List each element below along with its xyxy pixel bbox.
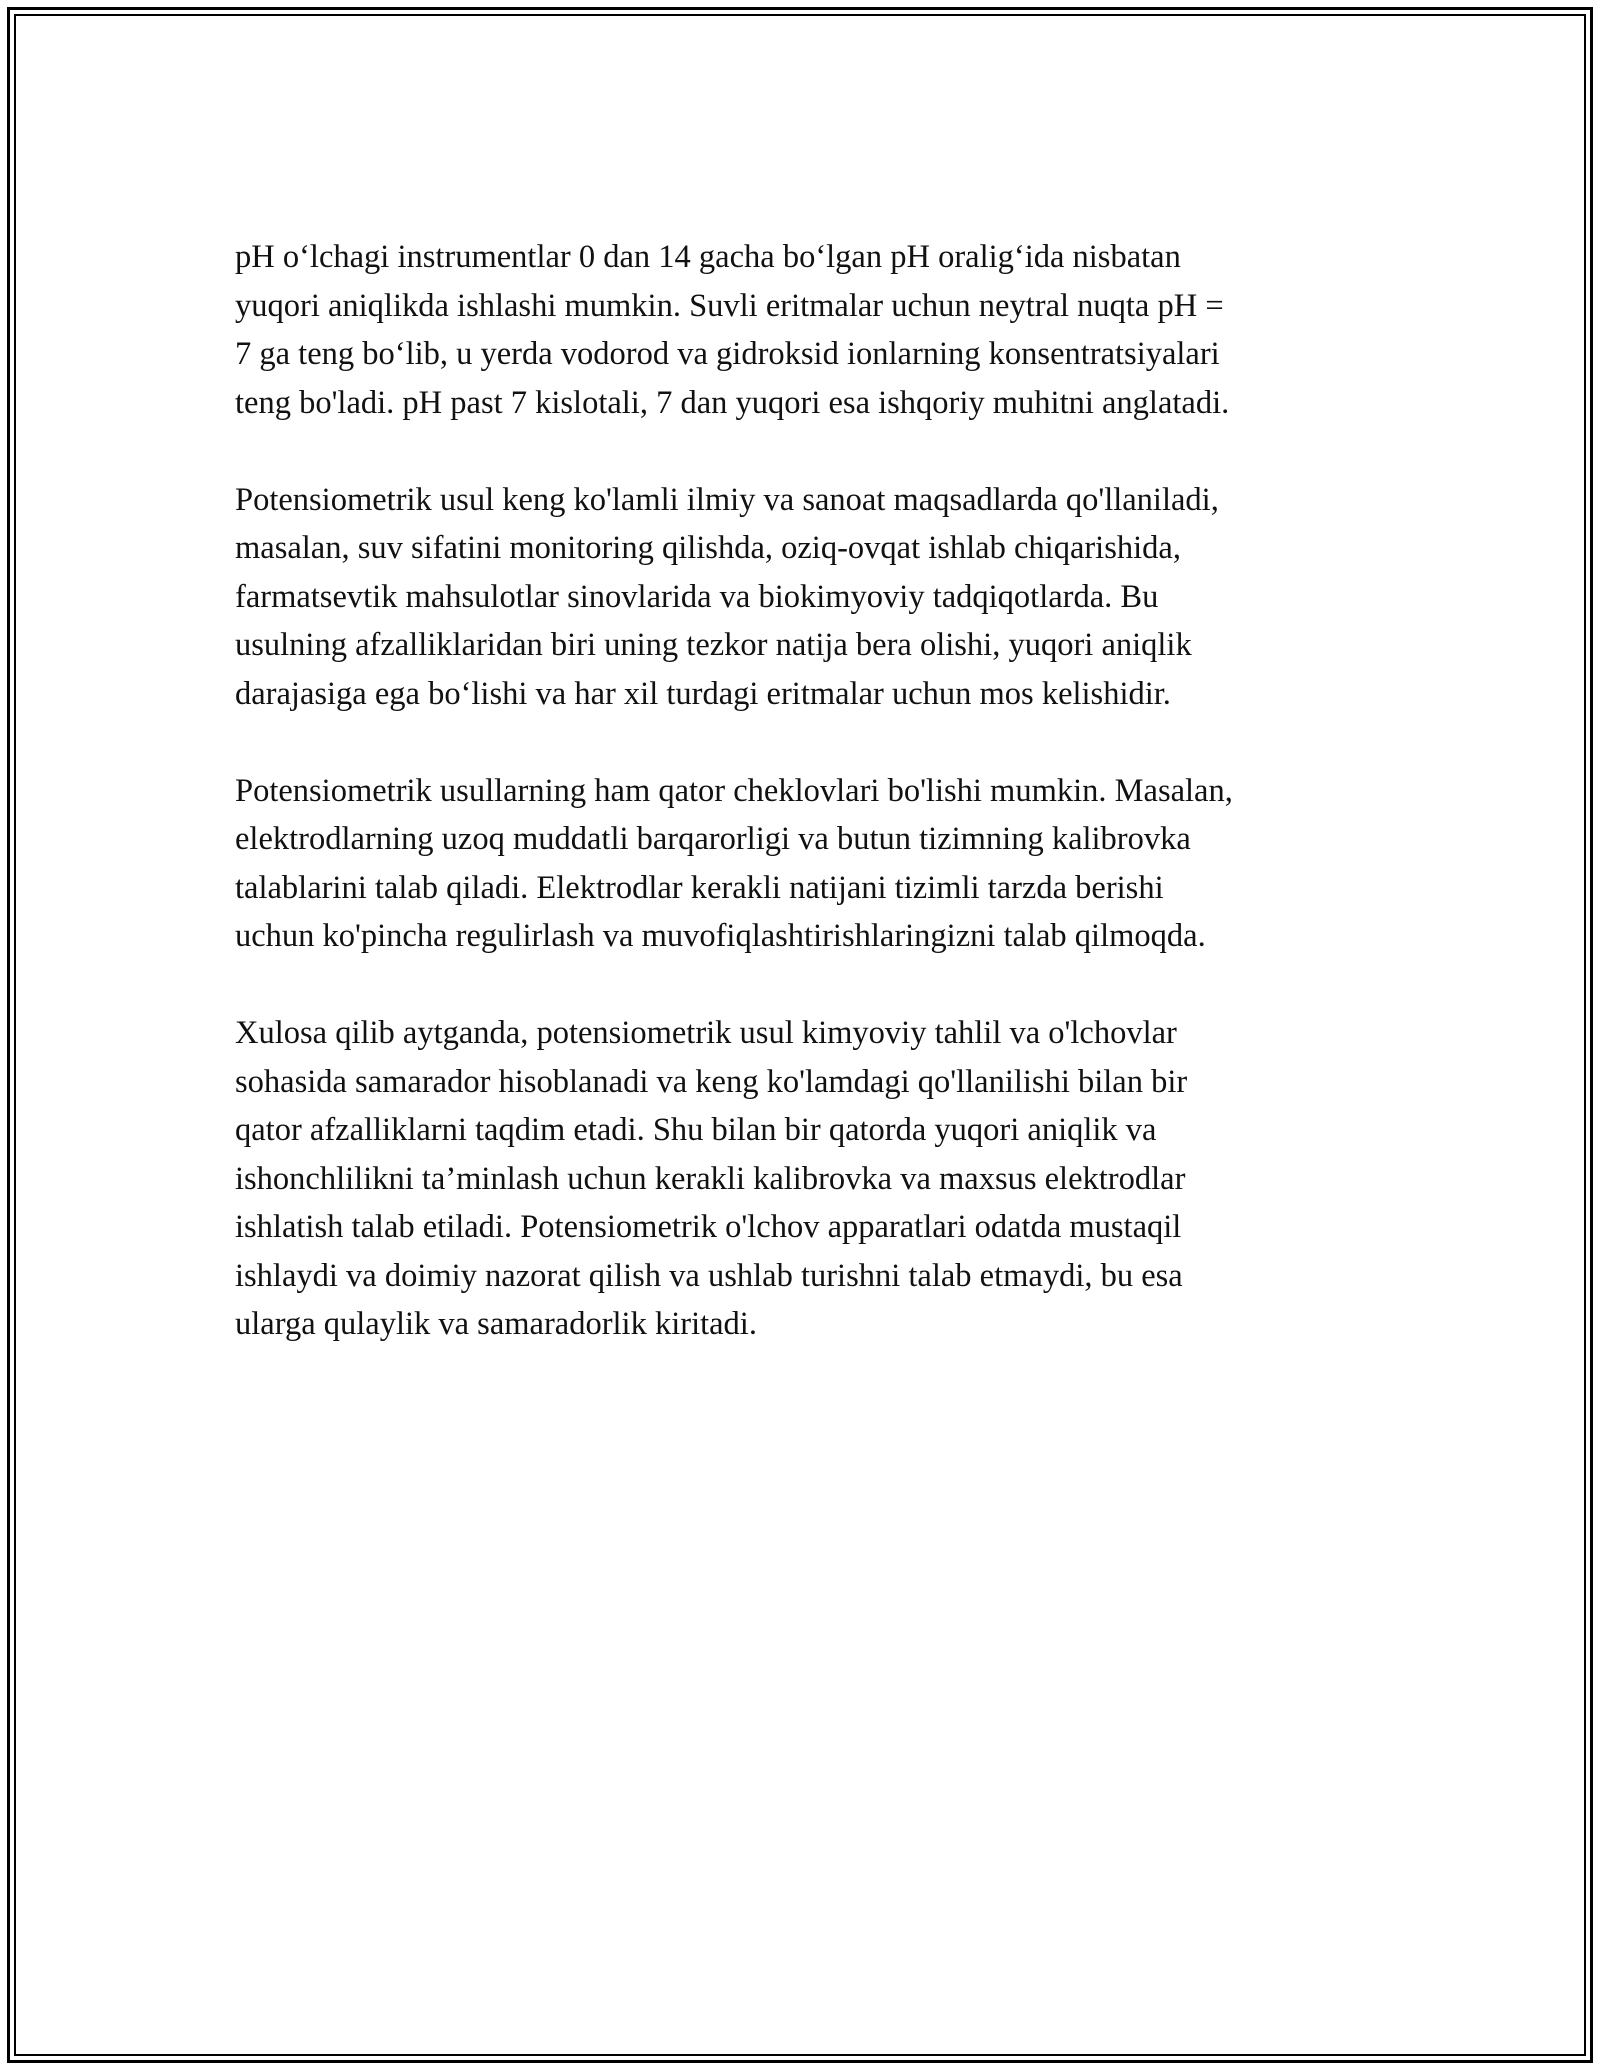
text-line: ishonchlilikni ta’minlash uchun kerakli kalibrovka va maxsus elektrodlar	[235, 1160, 1186, 1197]
text-line: ishlaydi va doimiy nazorat qilish va ushlab turishni talab etmaydi, bu esa	[235, 1257, 1183, 1294]
text-line: ishlatish talab etiladi. Potensiometrik o'lchov apparatlari odatda mustaqil	[235, 1209, 1182, 1245]
text-line: pH o‘lchagi instrumentlar 0 dan 14 gacha bo‘lgan pH oralig‘ida nisbatan	[235, 239, 1181, 275]
text-line: darajasiga ega bo‘lishi va har xil turdagi eritmalar uchun mos kelishidir.	[235, 675, 1171, 712]
paragraph-ph-range	[235, 233, 1405, 427]
text-line: 7 ga teng bo‘lib, u yerda vodorod va gidroksid ionlarning konsentratsiyalari	[235, 336, 1220, 372]
text-line: Xulosa qilib aytganda, potensiometrik usul kimyoviy tahlil va o'lchovlar	[235, 1015, 1177, 1051]
text-line: teng bo'ladi. pH past 7 kislotali, 7 dan yuqori esa ishqoriy muhitni anglatadi.	[235, 384, 1230, 421]
paragraph-conclusion	[235, 1009, 1405, 1349]
text-line: ularga qulaylik va samaradorlik kiritadi.	[235, 1306, 757, 1342]
text-line: qator afzalliklarni taqdim etadi. Shu bilan bir qatorda yuqori aniqlik va	[235, 1112, 1157, 1148]
text-line: yuqori aniqlikda ishlashi mumkin. Suvli eritmalar uchun neytral nuqta pH =	[235, 287, 1224, 324]
paragraph-limitations	[235, 767, 1405, 961]
text-line: farmatsevtik mahsulotlar sinovlarida va biokimyoviy tadqiqotlarda. Bu	[235, 578, 1159, 615]
text-line: Potensiometrik usul keng ko'lamli ilmiy va sanoat maqsadlarda qo'llaniladi,	[235, 481, 1219, 518]
text-line: masalan, suv sifatini monitoring qilishda, oziq-ovqat ishlab chiqarishida,	[235, 530, 1181, 566]
document-body	[235, 233, 1405, 1397]
paragraph-applications	[235, 476, 1405, 719]
text-line: usulning afzalliklaridan biri uning tezkor natija bera olishi, yuqori aniqlik	[235, 627, 1192, 663]
text-line: sohasida samarador hisoblanadi va keng ko'lamdagi qo'llanilishi bilan bir	[235, 1063, 1188, 1100]
text-line: uchun ko'pincha regulirlash va muvofiqlashtirishlaringizni talab qilmoqda.	[235, 918, 1206, 954]
text-line: Potensiometrik usullarning ham qator cheklovlari bo'lishi mumkin. Masalan,	[235, 772, 1233, 809]
text-line: talablarini talab qiladi. Elektrodlar kerakli natijani tizimli tarzda berishi	[235, 869, 1164, 906]
text-line: elektrodlarning uzoq muddatli barqarorligi va butun tizimning kalibrovka	[235, 821, 1191, 857]
